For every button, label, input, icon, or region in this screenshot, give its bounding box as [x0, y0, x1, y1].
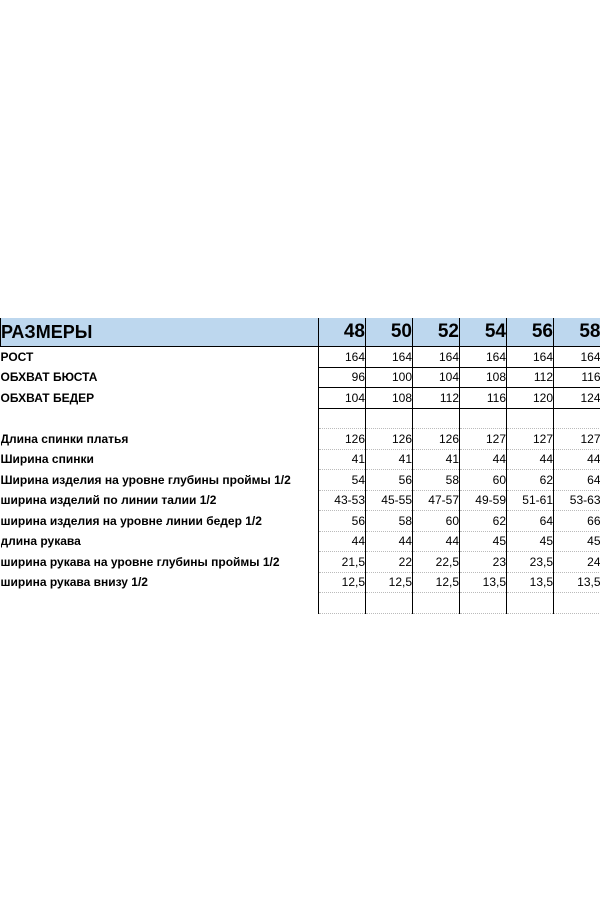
table-cell: 112 [413, 388, 460, 409]
table-cell: 47-57 [413, 490, 460, 511]
table-cell: 124 [554, 388, 600, 409]
table-cell: 21,5 [319, 552, 366, 573]
table-cell [413, 408, 460, 429]
table-cell: 45 [507, 531, 554, 552]
row-label: ширина изделий по линии талии 1/2 [0, 493, 217, 508]
table-cell [413, 593, 460, 614]
table-cell: 108 [460, 367, 507, 388]
table-row [1, 593, 600, 614]
table-cell: 44 [554, 449, 600, 470]
row-label: ширина рукава внизу 1/2 [0, 575, 148, 590]
table-cell: 127 [507, 429, 554, 450]
table-cell: 13,5 [507, 572, 554, 593]
table-cell: 43-53 [319, 490, 366, 511]
table-cell: 44 [366, 531, 413, 552]
size-chart-table [0, 318, 600, 614]
table-row [1, 552, 600, 573]
row-label: ширина изделия на уровне линии бедер 1/2 [0, 513, 262, 528]
row-label: ширина рукава на уровне глубины проймы 1/2 [0, 554, 280, 569]
table-cell: 49-59 [460, 490, 507, 511]
table-cell: 41 [366, 449, 413, 470]
table-row [1, 449, 600, 470]
table-cell [460, 408, 507, 429]
table-cell: 24 [554, 552, 600, 573]
table-cell: 13,5 [460, 572, 507, 593]
table-row [1, 347, 600, 368]
table-cell: 41 [319, 449, 366, 470]
row-label: ОБХВАТ БЕДЕР [0, 390, 95, 405]
table-cell: 56 [319, 511, 366, 532]
table-cell: 60 [460, 470, 507, 491]
size-header: 58 [554, 318, 600, 347]
row-label [1, 593, 319, 614]
row-label: Длина спинки платья [0, 431, 129, 446]
table-cell: 45-55 [366, 490, 413, 511]
table-cell: 126 [413, 429, 460, 450]
table-cell: 23,5 [507, 552, 554, 573]
table-cell: 164 [366, 347, 413, 368]
table-cell: 60 [413, 511, 460, 532]
header-label: РАЗМЕРЫ [1, 318, 319, 347]
table-cell: 120 [507, 388, 554, 409]
row-label: Ширина спинки [0, 452, 94, 467]
table-cell: 56 [366, 470, 413, 491]
table-row [1, 531, 600, 552]
table-row [1, 470, 600, 491]
table-row [1, 367, 600, 388]
table-row [1, 429, 600, 450]
table-row [1, 408, 600, 429]
row-label: РОСТ [0, 350, 34, 364]
table-cell: 58 [413, 470, 460, 491]
table-cell: 51-61 [507, 490, 554, 511]
table-cell: 12,5 [366, 572, 413, 593]
size-header: 48 [319, 318, 366, 347]
table-cell: 45 [460, 531, 507, 552]
table-cell: 164 [319, 347, 366, 368]
table-cell: 104 [413, 367, 460, 388]
table-cell: 44 [507, 449, 554, 470]
table-cell: 127 [460, 429, 507, 450]
table-row [1, 388, 600, 409]
table-cell: 22 [366, 552, 413, 573]
table-body [1, 347, 600, 614]
table-cell: 96 [319, 367, 366, 388]
table-cell: 100 [366, 367, 413, 388]
table-cell: 164 [460, 347, 507, 368]
table-cell: 164 [413, 347, 460, 368]
table-header-row [1, 318, 600, 347]
table-cell: 58 [366, 511, 413, 532]
row-label: Ширина изделия на уровне глубины проймы 1/2 [0, 472, 291, 487]
table-cell: 62 [460, 511, 507, 532]
table-cell: 112 [507, 367, 554, 388]
table-cell: 127 [554, 429, 600, 450]
table-row [1, 490, 600, 511]
table-cell: 164 [507, 347, 554, 368]
table-cell [507, 593, 554, 614]
table-cell: 44 [413, 531, 460, 552]
table-cell: 41 [413, 449, 460, 470]
row-label: ОБХВАТ БЮСТА [0, 370, 98, 385]
table-cell: 62 [507, 470, 554, 491]
table-cell [366, 408, 413, 429]
size-header: 54 [460, 318, 507, 347]
table-cell: 116 [460, 388, 507, 409]
table-cell: 12,5 [319, 572, 366, 593]
table-cell: 53-63 [554, 490, 600, 511]
table-cell: 116 [554, 367, 600, 388]
table-cell: 13,5 [554, 572, 600, 593]
table-cell: 54 [319, 470, 366, 491]
table-cell: 164 [554, 347, 600, 368]
table-cell: 22,5 [413, 552, 460, 573]
table-cell [554, 408, 600, 429]
table-cell [507, 408, 554, 429]
size-header: 56 [507, 318, 554, 347]
table-cell: 12,5 [413, 572, 460, 593]
table-cell [554, 593, 600, 614]
table-cell: 126 [319, 429, 366, 450]
table-cell: 108 [366, 388, 413, 409]
table-cell [319, 408, 366, 429]
table-cell: 45 [554, 531, 600, 552]
table-cell: 66 [554, 511, 600, 532]
row-label [1, 408, 319, 429]
table-cell [460, 593, 507, 614]
table-cell: 104 [319, 388, 366, 409]
table-row [1, 511, 600, 532]
table-cell: 64 [507, 511, 554, 532]
table-cell: 64 [554, 470, 600, 491]
table-cell: 23 [460, 552, 507, 573]
row-label: длина рукава [0, 534, 81, 549]
table-cell: 44 [319, 531, 366, 552]
table-row [1, 572, 600, 593]
table-cell [319, 593, 366, 614]
table-cell [366, 593, 413, 614]
size-header: 52 [413, 318, 460, 347]
size-header: 50 [366, 318, 413, 347]
table-cell: 44 [460, 449, 507, 470]
table-cell: 126 [366, 429, 413, 450]
